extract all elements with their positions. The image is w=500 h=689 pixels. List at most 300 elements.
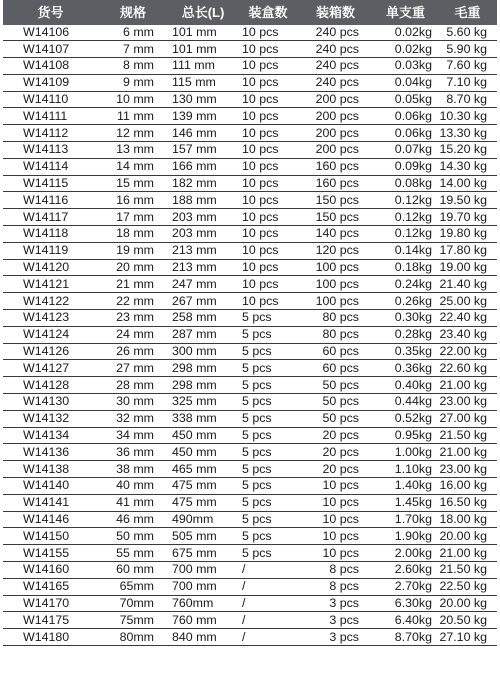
gross-weight-cell: 20.00 kg (438, 528, 497, 545)
box-qty-cell: 10 pcs (238, 58, 298, 75)
item-no-cell: W14140 (3, 478, 98, 495)
item-no-cell: W14136 (3, 444, 98, 461)
carton-qty-cell: 120 pcs (298, 242, 373, 259)
unit-weight-cell: 0.18kg (373, 259, 438, 276)
carton-qty-cell: 200 pcs (298, 108, 373, 125)
item-no-cell: W14124 (3, 326, 98, 343)
table-row (3, 595, 497, 612)
carton-qty-cell: 240 pcs (298, 24, 373, 41)
table-row (3, 528, 497, 545)
carton-qty-cell: 8 pcs (298, 562, 373, 579)
gross-weight-cell: 21.00 kg (438, 377, 497, 394)
carton-qty-cell: 50 pcs (298, 410, 373, 427)
gross-weight-cell: 20.50 kg (438, 612, 497, 629)
carton-qty-cell: 100 pcs (298, 259, 373, 276)
gross-weight-cell: 19.00 kg (438, 259, 497, 276)
carton-qty-cell: 3 pcs (298, 612, 373, 629)
carton-qty-cell: 150 pcs (298, 192, 373, 209)
table-row (3, 108, 497, 125)
item-no-cell: W14126 (3, 343, 98, 360)
gross-weight-cell: 23.40 kg (438, 326, 497, 343)
item-no-cell: W14160 (3, 562, 98, 579)
table-row (3, 326, 497, 343)
unit-weight-cell: 0.04kg (373, 74, 438, 91)
table-row (3, 578, 497, 595)
box-qty-cell: 5 pcs (238, 545, 298, 562)
gross-weight-cell: 22.50 kg (438, 578, 497, 595)
table-row (3, 125, 497, 142)
item-no-cell: W14165 (3, 578, 98, 595)
unit-weight-cell: 0.35kg (373, 343, 438, 360)
total-length-cell: 700 mm (168, 562, 238, 579)
carton-qty-cell: 160 pcs (298, 158, 373, 175)
total-length-cell: 115 mm (168, 74, 238, 91)
table-row (3, 259, 497, 276)
table-row (3, 158, 497, 175)
total-length-cell: 258 mm (168, 310, 238, 327)
gross-weight-cell: 22.60 kg (438, 360, 497, 377)
total-length-cell: 298 mm (168, 377, 238, 394)
carton-qty-cell: 200 pcs (298, 91, 373, 108)
item-no-cell: W14117 (3, 209, 98, 226)
table-row (3, 24, 497, 41)
header-carton-qty: 装箱数 (298, 0, 373, 24)
item-no-cell: W14127 (3, 360, 98, 377)
total-length-cell: 450 mm (168, 427, 238, 444)
box-qty-cell: / (238, 562, 298, 579)
unit-weight-cell: 2.70kg (373, 578, 438, 595)
gross-weight-cell: 14.00 kg (438, 175, 497, 192)
gross-weight-cell: 22.40 kg (438, 310, 497, 327)
box-qty-cell: 10 pcs (238, 242, 298, 259)
total-length-cell: 465 mm (168, 461, 238, 478)
total-length-cell: 505 mm (168, 528, 238, 545)
size-cell: 55 mm (98, 545, 168, 562)
gross-weight-cell: 21.40 kg (438, 276, 497, 293)
gross-weight-cell: 15.20 kg (438, 142, 497, 159)
total-length-cell: 182 mm (168, 175, 238, 192)
size-cell: 11 mm (98, 108, 168, 125)
table-row (3, 276, 497, 293)
gross-weight-cell: 19.80 kg (438, 226, 497, 243)
size-cell: 20 mm (98, 259, 168, 276)
unit-weight-cell: 1.70kg (373, 511, 438, 528)
unit-weight-cell: 1.40kg (373, 478, 438, 495)
unit-weight-cell: 0.06kg (373, 108, 438, 125)
total-length-cell: 213 mm (168, 259, 238, 276)
box-qty-cell: 5 pcs (238, 343, 298, 360)
table-row (3, 461, 497, 478)
box-qty-cell: 5 pcs (238, 310, 298, 327)
table-row (3, 427, 497, 444)
table-row (3, 377, 497, 394)
gross-weight-cell: 22.00 kg (438, 343, 497, 360)
table-row (3, 394, 497, 411)
table-row (3, 562, 497, 579)
carton-qty-cell: 240 pcs (298, 58, 373, 75)
box-qty-cell: 10 pcs (238, 142, 298, 159)
carton-qty-cell: 80 pcs (298, 310, 373, 327)
table-row (3, 209, 497, 226)
unit-weight-cell: 0.02kg (373, 24, 438, 41)
item-no-cell: W14141 (3, 494, 98, 511)
unit-weight-cell: 0.40kg (373, 377, 438, 394)
item-no-cell: W14132 (3, 410, 98, 427)
size-cell: 26 mm (98, 343, 168, 360)
box-qty-cell: 5 pcs (238, 377, 298, 394)
box-qty-cell: 10 pcs (238, 175, 298, 192)
unit-weight-cell: 6.40kg (373, 612, 438, 629)
gross-weight-cell: 7.60 kg (438, 58, 497, 75)
unit-weight-cell: 0.12kg (373, 209, 438, 226)
total-length-cell: 760mm (168, 595, 238, 612)
total-length-cell: 247 mm (168, 276, 238, 293)
size-cell: 21 mm (98, 276, 168, 293)
carton-qty-cell: 150 pcs (298, 209, 373, 226)
total-length-cell: 840 mm (168, 629, 238, 646)
carton-qty-cell: 3 pcs (298, 595, 373, 612)
table-row (3, 545, 497, 562)
carton-qty-cell: 60 pcs (298, 343, 373, 360)
carton-qty-cell: 20 pcs (298, 461, 373, 478)
box-qty-cell: 10 pcs (238, 226, 298, 243)
box-qty-cell: 5 pcs (238, 494, 298, 511)
table-row (3, 91, 497, 108)
unit-weight-cell: 0.12kg (373, 192, 438, 209)
size-cell: 36 mm (98, 444, 168, 461)
total-length-cell: 338 mm (168, 410, 238, 427)
unit-weight-cell: 0.44kg (373, 394, 438, 411)
gross-weight-cell: 5.60 kg (438, 24, 497, 41)
size-cell: 8 mm (98, 58, 168, 75)
table-row (3, 242, 497, 259)
table-row (3, 175, 497, 192)
gross-weight-cell: 16.00 kg (438, 478, 497, 495)
box-qty-cell: / (238, 578, 298, 595)
size-cell: 23 mm (98, 310, 168, 327)
unit-weight-cell: 1.90kg (373, 528, 438, 545)
unit-weight-cell: 0.14kg (373, 242, 438, 259)
total-length-cell: 130 mm (168, 91, 238, 108)
unit-weight-cell: 2.60kg (373, 562, 438, 579)
total-length-cell: 450 mm (168, 444, 238, 461)
carton-qty-cell: 100 pcs (298, 293, 373, 310)
item-no-cell: W14150 (3, 528, 98, 545)
item-no-cell: W14114 (3, 158, 98, 175)
item-no-cell: W14111 (3, 108, 98, 125)
gross-weight-cell: 27.00 kg (438, 410, 497, 427)
unit-weight-cell: 0.24kg (373, 276, 438, 293)
carton-qty-cell: 160 pcs (298, 175, 373, 192)
carton-qty-cell: 20 pcs (298, 444, 373, 461)
size-cell: 70mm (98, 595, 168, 612)
gross-weight-cell: 18.00 kg (438, 511, 497, 528)
total-length-cell: 760 mm (168, 612, 238, 629)
carton-qty-cell: 200 pcs (298, 142, 373, 159)
gross-weight-cell: 21.50 kg (438, 562, 497, 579)
table-row (3, 343, 497, 360)
size-cell: 28 mm (98, 377, 168, 394)
gross-weight-cell: 27.10 kg (438, 629, 497, 646)
unit-weight-cell: 0.03kg (373, 58, 438, 75)
box-qty-cell: / (238, 629, 298, 646)
box-qty-cell: 10 pcs (238, 293, 298, 310)
gross-weight-cell: 13.30 kg (438, 125, 497, 142)
box-qty-cell: 10 pcs (238, 24, 298, 41)
size-cell: 19 mm (98, 242, 168, 259)
item-no-cell: W14170 (3, 595, 98, 612)
box-qty-cell: 5 pcs (238, 461, 298, 478)
item-no-cell: W14121 (3, 276, 98, 293)
carton-qty-cell: 10 pcs (298, 494, 373, 511)
carton-qty-cell: 240 pcs (298, 74, 373, 91)
box-qty-cell: 5 pcs (238, 326, 298, 343)
total-length-cell: 325 mm (168, 394, 238, 411)
unit-weight-cell: 0.06kg (373, 125, 438, 142)
unit-weight-cell: 0.26kg (373, 293, 438, 310)
total-length-cell: 490mm (168, 511, 238, 528)
unit-weight-cell: 0.07kg (373, 142, 438, 159)
carton-qty-cell: 3 pcs (298, 629, 373, 646)
item-no-cell: W14120 (3, 259, 98, 276)
size-cell: 24 mm (98, 326, 168, 343)
item-no-cell: W14110 (3, 91, 98, 108)
carton-qty-cell: 10 pcs (298, 511, 373, 528)
gross-weight-cell: 25.00 kg (438, 293, 497, 310)
product-spec-table (3, 0, 497, 646)
gross-weight-cell: 14.30 kg (438, 158, 497, 175)
box-qty-cell: 10 pcs (238, 108, 298, 125)
total-length-cell: 287 mm (168, 326, 238, 343)
box-qty-cell: / (238, 612, 298, 629)
gross-weight-cell: 10.30 kg (438, 108, 497, 125)
item-no-cell: W14108 (3, 58, 98, 75)
item-no-cell: W14118 (3, 226, 98, 243)
gross-weight-cell: 5.90 kg (438, 41, 497, 58)
carton-qty-cell: 20 pcs (298, 427, 373, 444)
gross-weight-cell: 16.50 kg (438, 494, 497, 511)
size-cell: 65mm (98, 578, 168, 595)
carton-qty-cell: 50 pcs (298, 377, 373, 394)
box-qty-cell: 10 pcs (238, 125, 298, 142)
gross-weight-cell: 8.70 kg (438, 91, 497, 108)
total-length-cell: 146 mm (168, 125, 238, 142)
total-length-cell: 111 mm (168, 58, 238, 75)
size-cell: 6 mm (98, 24, 168, 41)
box-qty-cell: 5 pcs (238, 360, 298, 377)
total-length-cell: 267 mm (168, 293, 238, 310)
header-total-length: 总长(L) (168, 0, 238, 24)
unit-weight-cell: 8.70kg (373, 629, 438, 646)
header-box-qty: 装盒数 (238, 0, 298, 24)
carton-qty-cell: 10 pcs (298, 545, 373, 562)
item-no-cell: W14106 (3, 24, 98, 41)
table-row (3, 310, 497, 327)
size-cell: 60 mm (98, 562, 168, 579)
item-no-cell: W14128 (3, 377, 98, 394)
unit-weight-cell: 0.12kg (373, 226, 438, 243)
table-row (3, 360, 497, 377)
box-qty-cell: 10 pcs (238, 276, 298, 293)
unit-weight-cell: 6.30kg (373, 595, 438, 612)
item-no-cell: W14146 (3, 511, 98, 528)
box-qty-cell: 5 pcs (238, 444, 298, 461)
box-qty-cell: 5 pcs (238, 410, 298, 427)
box-qty-cell: 5 pcs (238, 427, 298, 444)
box-qty-cell: 10 pcs (238, 158, 298, 175)
table-row (3, 444, 497, 461)
gross-weight-cell: 19.70 kg (438, 209, 497, 226)
box-qty-cell: 5 pcs (238, 528, 298, 545)
total-length-cell: 700 mm (168, 578, 238, 595)
table-header (3, 0, 497, 24)
item-no-cell: W14130 (3, 394, 98, 411)
size-cell: 7 mm (98, 41, 168, 58)
total-length-cell: 139 mm (168, 108, 238, 125)
carton-qty-cell: 80 pcs (298, 326, 373, 343)
box-qty-cell: 5 pcs (238, 511, 298, 528)
table-row (3, 226, 497, 243)
size-cell: 22 mm (98, 293, 168, 310)
total-length-cell: 101 mm (168, 24, 238, 41)
carton-qty-cell: 8 pcs (298, 578, 373, 595)
size-cell: 17 mm (98, 209, 168, 226)
table-row (3, 612, 497, 629)
total-length-cell: 203 mm (168, 209, 238, 226)
size-cell: 38 mm (98, 461, 168, 478)
item-no-cell: W14175 (3, 612, 98, 629)
size-cell: 30 mm (98, 394, 168, 411)
total-length-cell: 213 mm (168, 242, 238, 259)
unit-weight-cell: 0.95kg (373, 427, 438, 444)
total-length-cell: 203 mm (168, 226, 238, 243)
item-no-cell: W14180 (3, 629, 98, 646)
size-cell: 14 mm (98, 158, 168, 175)
box-qty-cell: 10 pcs (238, 41, 298, 58)
carton-qty-cell: 140 pcs (298, 226, 373, 243)
unit-weight-cell: 1.00kg (373, 444, 438, 461)
table-row (3, 74, 497, 91)
item-no-cell: W14116 (3, 192, 98, 209)
size-cell: 27 mm (98, 360, 168, 377)
box-qty-cell: 10 pcs (238, 209, 298, 226)
size-cell: 46 mm (98, 511, 168, 528)
total-length-cell: 157 mm (168, 142, 238, 159)
item-no-cell: W14122 (3, 293, 98, 310)
item-no-cell: W14107 (3, 41, 98, 58)
size-cell: 18 mm (98, 226, 168, 243)
carton-qty-cell: 60 pcs (298, 360, 373, 377)
unit-weight-cell: 0.28kg (373, 326, 438, 343)
gross-weight-cell: 7.10 kg (438, 74, 497, 91)
gross-weight-cell: 23.00 kg (438, 394, 497, 411)
unit-weight-cell: 2.00kg (373, 545, 438, 562)
header-size: 规格 (98, 0, 168, 24)
gross-weight-cell: 21.00 kg (438, 444, 497, 461)
unit-weight-cell: 1.45kg (373, 494, 438, 511)
item-no-cell: W14134 (3, 427, 98, 444)
item-no-cell: W14112 (3, 125, 98, 142)
size-cell: 80mm (98, 629, 168, 646)
size-cell: 12 mm (98, 125, 168, 142)
carton-qty-cell: 50 pcs (298, 394, 373, 411)
box-qty-cell: 10 pcs (238, 91, 298, 108)
size-cell: 13 mm (98, 142, 168, 159)
size-cell: 32 mm (98, 410, 168, 427)
size-cell: 16 mm (98, 192, 168, 209)
box-qty-cell: 5 pcs (238, 394, 298, 411)
header-unit-weight: 单支重 (373, 0, 438, 24)
total-length-cell: 298 mm (168, 360, 238, 377)
carton-qty-cell: 10 pcs (298, 478, 373, 495)
item-no-cell: W14113 (3, 142, 98, 159)
box-qty-cell: 10 pcs (238, 74, 298, 91)
carton-qty-cell: 240 pcs (298, 41, 373, 58)
table-row (3, 192, 497, 209)
unit-weight-cell: 0.08kg (373, 175, 438, 192)
total-length-cell: 475 mm (168, 494, 238, 511)
table-row (3, 478, 497, 495)
total-length-cell: 101 mm (168, 41, 238, 58)
item-no-cell: W14115 (3, 175, 98, 192)
unit-weight-cell: 0.52kg (373, 410, 438, 427)
item-no-cell: W14155 (3, 545, 98, 562)
carton-qty-cell: 200 pcs (298, 125, 373, 142)
table-row (3, 410, 497, 427)
size-cell: 10 mm (98, 91, 168, 108)
gross-weight-cell: 17.80 kg (438, 242, 497, 259)
box-qty-cell: 5 pcs (238, 478, 298, 495)
table-row (3, 142, 497, 159)
unit-weight-cell: 0.09kg (373, 158, 438, 175)
size-cell: 75mm (98, 612, 168, 629)
table-row (3, 511, 497, 528)
gross-weight-cell: 19.50 kg (438, 192, 497, 209)
item-no-cell: W14138 (3, 461, 98, 478)
table-row (3, 58, 497, 75)
gross-weight-cell: 23.00 kg (438, 461, 497, 478)
header-gross-weight: 毛重 (438, 0, 497, 24)
unit-weight-cell: 1.10kg (373, 461, 438, 478)
unit-weight-cell: 0.05kg (373, 91, 438, 108)
box-qty-cell: 10 pcs (238, 259, 298, 276)
header-item-no: 货号 (3, 0, 98, 24)
item-no-cell: W14109 (3, 74, 98, 91)
total-length-cell: 188 mm (168, 192, 238, 209)
table-row (3, 293, 497, 310)
box-qty-cell: / (238, 595, 298, 612)
gross-weight-cell: 21.50 kg (438, 427, 497, 444)
unit-weight-cell: 0.02kg (373, 41, 438, 58)
item-no-cell: W14119 (3, 242, 98, 259)
gross-weight-cell: 21.00 kg (438, 545, 497, 562)
unit-weight-cell: 0.30kg (373, 310, 438, 327)
size-cell: 50 mm (98, 528, 168, 545)
item-no-cell: W14123 (3, 310, 98, 327)
box-qty-cell: 10 pcs (238, 192, 298, 209)
header-row (3, 0, 497, 24)
total-length-cell: 475 mm (168, 478, 238, 495)
table-row (3, 629, 497, 646)
table-row (3, 494, 497, 511)
gross-weight-cell: 20.00 kg (438, 595, 497, 612)
size-cell: 15 mm (98, 175, 168, 192)
table-body (3, 24, 497, 645)
size-cell: 34 mm (98, 427, 168, 444)
total-length-cell: 300 mm (168, 343, 238, 360)
size-cell: 40 mm (98, 478, 168, 495)
unit-weight-cell: 0.36kg (373, 360, 438, 377)
